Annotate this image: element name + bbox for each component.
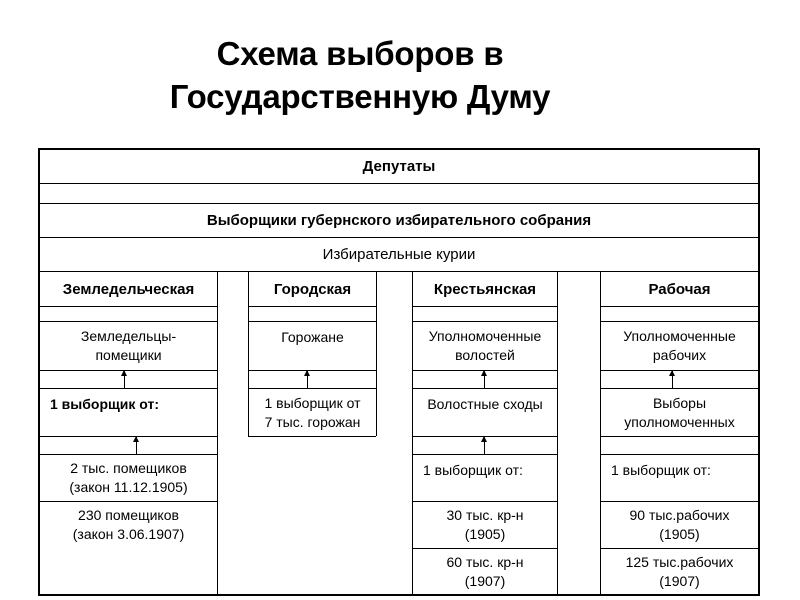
curia-agricultural-name: Земледельческая: [62, 280, 195, 298]
arrow-up-icon: [484, 437, 485, 454]
divider: [600, 306, 758, 307]
agricultural-voters: Земледельцы- помещики: [80, 328, 177, 363]
divider: [557, 271, 558, 596]
divider: [600, 436, 758, 437]
peasant-assembly: Волостные сходы: [427, 395, 543, 412]
title-line-1: Схема выборов в: [216, 35, 504, 72]
arrow-up-icon: [136, 437, 137, 454]
curia-urban-name: Городская: [273, 280, 352, 298]
agricultural-row-1907: 230 помещиков (закон 3.06.1907): [72, 507, 185, 542]
election-scheme-table: [38, 148, 760, 596]
divider: [248, 306, 376, 307]
divider: [248, 436, 376, 437]
divider: [412, 306, 557, 307]
peasant-elector-rule: 1 выборщик от:: [423, 461, 523, 478]
peasant-row-1907: 60 тыс. кр-н (1907): [446, 554, 524, 589]
divider: [40, 306, 217, 307]
workers-voters: Уполномоченные рабочих: [623, 328, 736, 363]
arrow-up-icon: [484, 371, 485, 388]
arrow-up-icon: [124, 371, 125, 388]
deputies-label: Депутаты: [362, 158, 436, 175]
electors-label: Выборщики губернского избирательного собрания: [206, 212, 592, 229]
workers-row-1905: 90 тыс.рабочих (1905): [629, 507, 730, 542]
divider: [40, 183, 758, 184]
title-line-2: Государственную Думу: [169, 78, 551, 115]
curia-workers-name: Рабочая: [648, 280, 711, 298]
urban-voters: Горожане: [281, 328, 344, 345]
divider: [248, 370, 376, 371]
arrow-up-icon: [672, 371, 673, 388]
divider: [217, 271, 218, 596]
agricultural-row-1905: 2 тыс. помещиков (закон 11.12.1905): [69, 460, 188, 495]
divider: [600, 370, 758, 371]
workers-row-1907: 125 тыс.рабочих (1907): [625, 554, 734, 589]
divider: [40, 436, 217, 437]
workers-elector-rule: 1 выборщик от:: [611, 461, 711, 478]
divider: [376, 271, 377, 436]
peasant-row-1905: 30 тыс. кр-н (1905): [446, 507, 524, 542]
curiae-label: Избирательные курии: [322, 246, 476, 263]
agricultural-elector-rule: 1 выборщик от:: [50, 395, 160, 412]
arrow-up-icon: [307, 371, 308, 388]
workers-assembly: Выборы уполномоченных: [624, 394, 735, 430]
urban-elector-rule: 1 выборщик от 7 тыс. горожан: [264, 394, 361, 430]
curia-peasant-name: Крестьянская: [433, 280, 537, 298]
peasant-voters: Уполномоченные волостей: [428, 328, 542, 363]
divider: [40, 370, 217, 371]
